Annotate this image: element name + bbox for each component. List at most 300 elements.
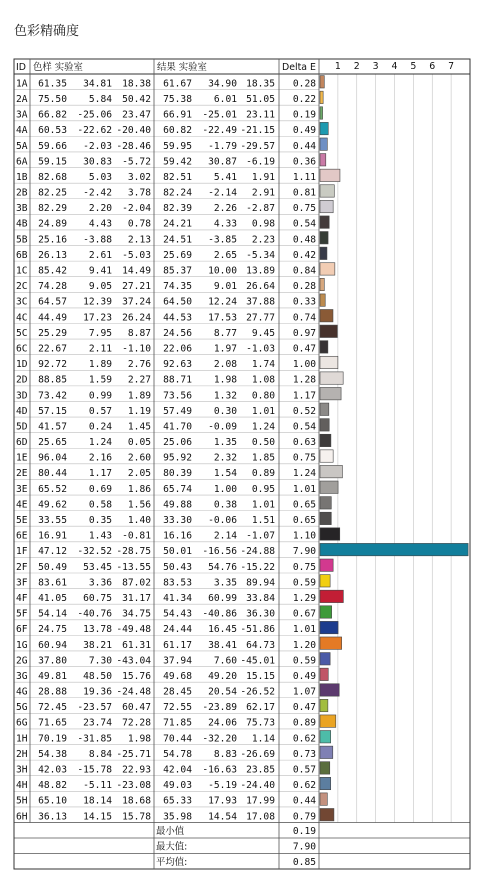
target-lab-value: 74.28 bbox=[38, 281, 67, 293]
result-lab-value: 2.91 bbox=[251, 187, 275, 199]
row-id: 3F bbox=[16, 577, 28, 589]
result-lab-value: 73.56 bbox=[163, 390, 192, 402]
result-lab-value: 16.45 bbox=[208, 624, 237, 636]
row-id: 3E bbox=[16, 483, 28, 495]
target-lab-value: -5.11 bbox=[83, 780, 112, 792]
target-lab-value: -49.48 bbox=[116, 624, 151, 636]
target-lab-value: 23.74 bbox=[83, 717, 112, 729]
target-lab-value: 34.81 bbox=[83, 78, 112, 90]
delta-e-bar bbox=[320, 325, 337, 337]
result-lab-value: 62.17 bbox=[246, 702, 275, 714]
row-id: 5F bbox=[16, 608, 28, 620]
delta-e-value: 0.22 bbox=[292, 93, 316, 105]
delta-e-bar bbox=[320, 497, 331, 509]
delta-e-value: 1.28 bbox=[292, 374, 316, 386]
row-id: 3A bbox=[16, 109, 28, 121]
delta-e-value: 0.36 bbox=[292, 156, 316, 168]
target-lab-value: 27.21 bbox=[122, 281, 151, 293]
delta-e-value: 1.07 bbox=[292, 686, 316, 698]
delta-e-bar bbox=[320, 107, 323, 119]
result-lab-value: -24.88 bbox=[240, 546, 275, 558]
result-lab-value: 88.71 bbox=[163, 374, 192, 386]
target-lab-value: 23.47 bbox=[122, 109, 151, 121]
result-lab-value: -0.06 bbox=[208, 515, 237, 527]
target-lab-value: 44.49 bbox=[38, 312, 67, 324]
result-lab-value: 75.38 bbox=[163, 93, 192, 105]
delta-e-value: 0.44 bbox=[292, 140, 316, 152]
result-lab-value: 61.67 bbox=[163, 78, 192, 90]
delta-e-value: 0.47 bbox=[292, 702, 316, 714]
target-lab-value: 1.89 bbox=[88, 359, 112, 371]
delta-e-value: 0.62 bbox=[292, 733, 316, 745]
row-id: 1B bbox=[16, 171, 28, 183]
row-id: 6D bbox=[16, 437, 28, 449]
delta-e-value: 0.62 bbox=[292, 780, 316, 792]
target-lab-value: 24.75 bbox=[38, 624, 67, 636]
result-lab-value: 15.15 bbox=[246, 670, 275, 682]
delta-e-bar bbox=[320, 185, 334, 197]
result-lab-value: 57.49 bbox=[163, 405, 192, 417]
result-lab-value: -23.89 bbox=[202, 702, 237, 714]
result-lab-value: 1.85 bbox=[251, 452, 275, 464]
result-lab-value: 44.53 bbox=[163, 312, 192, 324]
delta-e-bar bbox=[320, 777, 331, 789]
result-lab-value: 26.64 bbox=[246, 281, 275, 293]
delta-e-value: 0.79 bbox=[292, 811, 316, 823]
summary-value: 0.85 bbox=[292, 857, 316, 868]
target-lab-value: -2.03 bbox=[83, 140, 112, 152]
result-lab-value: 5.41 bbox=[213, 171, 237, 183]
target-lab-value: 83.61 bbox=[38, 577, 67, 589]
target-lab-value: 75.50 bbox=[38, 93, 67, 105]
target-lab-value: 82.68 bbox=[38, 171, 67, 183]
target-lab-value: 14.15 bbox=[83, 811, 112, 823]
result-lab-value: -21.15 bbox=[240, 125, 275, 137]
delta-e-bar bbox=[320, 419, 329, 431]
delta-e-bar bbox=[320, 356, 338, 368]
target-lab-value: 2.13 bbox=[127, 234, 151, 246]
row-id: 2A bbox=[16, 93, 28, 105]
result-lab-value: 71.85 bbox=[163, 717, 192, 729]
target-lab-value: 0.05 bbox=[127, 437, 151, 449]
target-lab-value: 2.20 bbox=[88, 203, 112, 215]
target-lab-value: 48.50 bbox=[83, 670, 112, 682]
target-lab-value: 17.23 bbox=[83, 312, 112, 324]
row-id: 1F bbox=[16, 546, 28, 558]
result-lab-value: 36.30 bbox=[246, 608, 275, 620]
result-lab-value: 49.20 bbox=[208, 670, 237, 682]
delta-e-bar bbox=[320, 278, 324, 290]
delta-e-bar bbox=[320, 387, 341, 399]
column-header-target: 色样 实验室 bbox=[33, 62, 83, 73]
result-lab-value: 7.60 bbox=[213, 655, 237, 667]
target-lab-value: 34.75 bbox=[122, 608, 151, 620]
result-lab-value: 50.01 bbox=[163, 546, 192, 558]
delta-e-value: 1.00 bbox=[292, 359, 316, 371]
delta-e-value: 7.90 bbox=[292, 546, 316, 558]
delta-e-bar bbox=[320, 76, 324, 88]
delta-e-bar bbox=[320, 809, 334, 821]
result-lab-value: 1.24 bbox=[251, 421, 275, 433]
target-lab-value: 49.62 bbox=[38, 499, 67, 511]
target-lab-value: 82.25 bbox=[38, 187, 67, 199]
result-lab-value: -1.03 bbox=[246, 343, 275, 355]
result-lab-value: -26.52 bbox=[240, 686, 275, 698]
row-id: 6E bbox=[16, 530, 28, 542]
delta-e-value: 0.59 bbox=[292, 577, 316, 589]
row-id: 2C bbox=[16, 281, 28, 293]
result-lab-value: 2.26 bbox=[213, 203, 237, 215]
target-lab-value: 18.14 bbox=[83, 795, 112, 807]
result-lab-value: 70.44 bbox=[163, 733, 192, 745]
row-id: 5D bbox=[16, 421, 28, 433]
target-lab-value: 82.29 bbox=[38, 203, 67, 215]
row-id: 5A bbox=[16, 140, 28, 152]
result-lab-value: 3.35 bbox=[213, 577, 237, 589]
target-lab-value: 30.83 bbox=[83, 156, 112, 168]
delta-e-value: 0.84 bbox=[292, 265, 316, 277]
delta-e-bar bbox=[320, 590, 343, 602]
row-id: 3D bbox=[16, 390, 28, 402]
result-lab-value: 64.73 bbox=[246, 639, 275, 651]
target-lab-value: -24.48 bbox=[116, 686, 151, 698]
result-lab-value: -6.19 bbox=[246, 156, 275, 168]
target-lab-value: -15.78 bbox=[77, 764, 112, 776]
page-title: 色彩精确度 bbox=[14, 24, 80, 39]
result-lab-value: 72.55 bbox=[163, 702, 192, 714]
row-id: 5G bbox=[16, 702, 28, 714]
row-id: 1C bbox=[16, 265, 28, 277]
target-lab-value: 41.57 bbox=[38, 421, 67, 433]
result-lab-value: 82.39 bbox=[163, 203, 192, 215]
result-lab-value: 2.65 bbox=[213, 249, 237, 261]
delta-e-bar bbox=[320, 606, 332, 618]
target-lab-value: 60.47 bbox=[122, 702, 151, 714]
row-id: 3C bbox=[16, 296, 28, 308]
result-lab-value: 65.74 bbox=[163, 483, 192, 495]
result-lab-value: 8.83 bbox=[213, 748, 237, 760]
result-lab-value: 1.97 bbox=[213, 343, 237, 355]
target-lab-value: 0.57 bbox=[88, 405, 112, 417]
row-id: 2E bbox=[16, 468, 28, 480]
target-lab-value: 53.45 bbox=[83, 561, 112, 573]
summary-value: 7.90 bbox=[292, 841, 316, 853]
result-lab-value: 17.99 bbox=[246, 795, 275, 807]
delta-e-value: 1.10 bbox=[292, 530, 316, 542]
target-lab-value: 65.10 bbox=[38, 795, 67, 807]
delta-e-bar bbox=[320, 434, 331, 446]
result-lab-value: 42.04 bbox=[163, 764, 192, 776]
row-id: 1D bbox=[16, 359, 28, 371]
target-lab-value: 0.24 bbox=[88, 421, 112, 433]
delta-e-bar bbox=[320, 169, 340, 181]
delta-e-value: 0.74 bbox=[292, 312, 316, 324]
result-lab-value: 89.94 bbox=[246, 577, 275, 589]
delta-e-bar bbox=[320, 715, 336, 727]
target-lab-value: 22.67 bbox=[38, 343, 67, 355]
delta-e-value: 0.44 bbox=[292, 795, 316, 807]
result-lab-value: 1.35 bbox=[213, 437, 237, 449]
target-lab-value: 36.13 bbox=[38, 811, 67, 823]
target-lab-value: 61.35 bbox=[38, 78, 67, 90]
scale-tick-label: 1 bbox=[334, 61, 341, 72]
target-lab-value: 37.24 bbox=[122, 296, 151, 308]
summary-label: 平均值: bbox=[156, 857, 188, 868]
target-lab-value: 1.19 bbox=[127, 405, 151, 417]
delta-e-bar bbox=[320, 793, 327, 805]
result-lab-value: 24.44 bbox=[163, 624, 192, 636]
result-lab-value: 23.11 bbox=[246, 109, 275, 121]
result-lab-value: 59.95 bbox=[163, 140, 192, 152]
delta-e-value: 1.01 bbox=[292, 624, 316, 636]
target-lab-value: 0.58 bbox=[88, 499, 112, 511]
target-lab-value: 80.44 bbox=[38, 468, 67, 480]
target-lab-value: -5.72 bbox=[122, 156, 151, 168]
result-lab-value: 6.01 bbox=[213, 93, 237, 105]
result-lab-value: 38.41 bbox=[208, 639, 237, 651]
target-lab-value: 24.89 bbox=[38, 218, 67, 230]
result-lab-value: 23.85 bbox=[246, 764, 275, 776]
target-lab-value: 2.16 bbox=[88, 452, 112, 464]
result-lab-value: 1.14 bbox=[251, 733, 275, 745]
result-lab-value: 54.76 bbox=[208, 561, 237, 573]
delta-e-value: 0.63 bbox=[292, 437, 316, 449]
target-lab-value: -40.76 bbox=[77, 608, 112, 620]
target-lab-value: 33.55 bbox=[38, 515, 67, 527]
column-header-id: ID bbox=[16, 62, 26, 73]
target-lab-value: 42.03 bbox=[38, 764, 67, 776]
result-lab-value: -2.87 bbox=[246, 203, 275, 215]
target-lab-value: -13.55 bbox=[116, 561, 151, 573]
target-lab-value: 26.24 bbox=[122, 312, 151, 324]
row-id: 1A bbox=[16, 78, 28, 90]
delta-e-bar bbox=[320, 200, 333, 212]
result-lab-value: 59.42 bbox=[163, 156, 192, 168]
row-id: 6B bbox=[16, 249, 28, 261]
target-lab-value: 26.13 bbox=[38, 249, 67, 261]
result-lab-value: 2.23 bbox=[251, 234, 275, 246]
target-lab-value: 15.76 bbox=[122, 670, 151, 682]
result-lab-value: -25.01 bbox=[202, 109, 237, 121]
target-lab-value: 41.05 bbox=[38, 592, 67, 604]
delta-e-bar bbox=[320, 684, 339, 696]
result-lab-value: 83.53 bbox=[163, 577, 192, 589]
result-lab-value: 34.90 bbox=[208, 78, 237, 90]
delta-e-value: 1.20 bbox=[292, 639, 316, 651]
delta-e-bar bbox=[320, 310, 333, 322]
row-id: 6H bbox=[16, 811, 28, 823]
delta-e-value: 0.75 bbox=[292, 561, 316, 573]
target-lab-value: 9.41 bbox=[88, 265, 112, 277]
result-lab-value: 82.51 bbox=[163, 171, 192, 183]
target-lab-value: -32.52 bbox=[77, 546, 112, 558]
result-lab-value: -26.69 bbox=[240, 748, 275, 760]
target-lab-value: 61.31 bbox=[122, 639, 151, 651]
result-lab-value: 60.82 bbox=[163, 125, 192, 137]
target-lab-value: 19.36 bbox=[83, 686, 112, 698]
delta-e-value: 0.52 bbox=[292, 405, 316, 417]
row-id: 6G bbox=[16, 717, 28, 729]
row-id: 4A bbox=[16, 125, 28, 137]
row-id: 4F bbox=[16, 592, 28, 604]
target-lab-value: 50.42 bbox=[122, 93, 151, 105]
result-lab-value: 2.32 bbox=[213, 452, 237, 464]
result-lab-value: 0.50 bbox=[251, 437, 275, 449]
target-lab-value: -3.88 bbox=[83, 234, 112, 246]
result-lab-value: 4.33 bbox=[213, 218, 237, 230]
column-header-result: 结果 实验室 bbox=[157, 62, 207, 73]
target-lab-value: 25.29 bbox=[38, 327, 67, 339]
summary-label: 最大值: bbox=[156, 841, 188, 853]
target-lab-value: 88.85 bbox=[38, 374, 67, 386]
result-lab-value: 49.68 bbox=[163, 670, 192, 682]
target-lab-value: 60.94 bbox=[38, 639, 67, 651]
target-lab-value: 1.40 bbox=[127, 515, 151, 527]
target-lab-value: 22.93 bbox=[122, 764, 151, 776]
target-lab-value: 0.69 bbox=[88, 483, 112, 495]
delta-e-value: 0.49 bbox=[292, 670, 316, 682]
target-lab-value: 18.68 bbox=[122, 795, 151, 807]
target-lab-value: 66.82 bbox=[38, 109, 67, 121]
delta-e-value: 0.54 bbox=[292, 421, 316, 433]
target-lab-value: 1.98 bbox=[127, 733, 151, 745]
delta-e-bar bbox=[320, 762, 330, 774]
delta-e-value: 0.47 bbox=[292, 343, 316, 355]
target-lab-value: 1.56 bbox=[127, 499, 151, 511]
result-lab-value: 95.92 bbox=[163, 452, 192, 464]
target-lab-value: 50.49 bbox=[38, 561, 67, 573]
result-lab-value: -45.01 bbox=[240, 655, 275, 667]
row-id: 5C bbox=[16, 327, 28, 339]
result-lab-value: 92.63 bbox=[163, 359, 192, 371]
target-lab-value: 1.17 bbox=[88, 468, 112, 480]
target-lab-value: 87.02 bbox=[122, 577, 151, 589]
delta-e-bar bbox=[320, 294, 325, 306]
row-id: 3H bbox=[16, 764, 28, 776]
delta-e-value: 0.65 bbox=[292, 499, 316, 511]
result-lab-value: 0.95 bbox=[251, 483, 275, 495]
target-lab-value: 25.16 bbox=[38, 234, 67, 246]
result-lab-value: 82.24 bbox=[163, 187, 192, 199]
result-lab-value: 25.69 bbox=[163, 249, 192, 261]
delta-e-bar bbox=[320, 91, 323, 103]
result-lab-value: 61.17 bbox=[163, 639, 192, 651]
target-lab-value: -23.08 bbox=[116, 780, 151, 792]
result-lab-value: -51.86 bbox=[240, 624, 275, 636]
row-id: 3B bbox=[16, 203, 28, 215]
row-id: 4H bbox=[16, 780, 28, 792]
delta-e-value: 0.75 bbox=[292, 203, 316, 215]
target-lab-value: 57.15 bbox=[38, 405, 67, 417]
result-lab-value: 16.16 bbox=[163, 530, 192, 542]
result-lab-value: 65.33 bbox=[163, 795, 192, 807]
summary-value: 0.19 bbox=[292, 826, 316, 837]
target-lab-value: -28.46 bbox=[116, 140, 151, 152]
result-lab-value: 85.37 bbox=[163, 265, 192, 277]
target-lab-value: -23.57 bbox=[77, 702, 112, 714]
result-lab-value: 18.35 bbox=[246, 78, 275, 90]
result-lab-value: 9.45 bbox=[251, 327, 275, 339]
result-lab-value: 1.01 bbox=[251, 405, 275, 417]
delta-e-bar bbox=[320, 528, 340, 540]
target-lab-value: 0.78 bbox=[127, 218, 151, 230]
target-lab-value: -43.04 bbox=[116, 655, 151, 667]
target-lab-value: 1.59 bbox=[88, 374, 112, 386]
row-id: 6F bbox=[16, 624, 28, 636]
delta-e-value: 0.57 bbox=[292, 764, 316, 776]
result-lab-value: 1.98 bbox=[213, 374, 237, 386]
target-lab-value: 0.35 bbox=[88, 515, 112, 527]
target-lab-value: 2.60 bbox=[127, 452, 151, 464]
result-lab-value: 64.50 bbox=[163, 296, 192, 308]
delta-e-bar bbox=[320, 372, 343, 384]
target-lab-value: 8.87 bbox=[127, 327, 151, 339]
result-lab-value: 37.88 bbox=[246, 296, 275, 308]
delta-e-bar bbox=[320, 653, 330, 665]
target-lab-value: 2.11 bbox=[88, 343, 112, 355]
target-lab-value: 1.89 bbox=[127, 390, 151, 402]
result-lab-value: 1.00 bbox=[213, 483, 237, 495]
target-lab-value: 73.42 bbox=[38, 390, 67, 402]
result-lab-value: 17.08 bbox=[246, 811, 275, 823]
delta-e-bar bbox=[320, 263, 335, 275]
row-id: 5E bbox=[16, 515, 28, 527]
result-lab-value: 10.00 bbox=[208, 265, 237, 277]
result-lab-value: 0.30 bbox=[213, 405, 237, 417]
target-lab-value: 96.04 bbox=[38, 452, 67, 464]
result-lab-value: 30.87 bbox=[208, 156, 237, 168]
delta-e-value: 0.65 bbox=[292, 515, 316, 527]
result-lab-value: 1.32 bbox=[213, 390, 237, 402]
result-lab-value: 54.43 bbox=[163, 608, 192, 620]
target-lab-value: -5.03 bbox=[122, 249, 151, 261]
result-lab-value: 33.30 bbox=[163, 515, 192, 527]
target-lab-value: 47.12 bbox=[38, 546, 67, 558]
result-lab-value: -16.63 bbox=[202, 764, 237, 776]
target-lab-value: 1.86 bbox=[127, 483, 151, 495]
row-id: 2H bbox=[16, 748, 28, 760]
row-id: 1H bbox=[16, 733, 28, 745]
delta-e-value: 0.75 bbox=[292, 452, 316, 464]
target-lab-value: 92.72 bbox=[38, 359, 67, 371]
target-lab-value: 0.99 bbox=[88, 390, 112, 402]
delta-e-bar bbox=[320, 403, 329, 415]
target-lab-value: 14.49 bbox=[122, 265, 151, 277]
result-lab-value: 41.34 bbox=[163, 592, 192, 604]
target-lab-value: 85.42 bbox=[38, 265, 67, 277]
target-lab-value: 1.24 bbox=[88, 437, 112, 449]
target-lab-value: 65.52 bbox=[38, 483, 67, 495]
delta-e-value: 0.59 bbox=[292, 655, 316, 667]
delta-e-bar bbox=[320, 232, 328, 244]
result-lab-value: 12.24 bbox=[208, 296, 237, 308]
target-lab-value: 4.43 bbox=[88, 218, 112, 230]
result-lab-value: 41.70 bbox=[163, 421, 192, 433]
result-lab-value: 24.56 bbox=[163, 327, 192, 339]
row-id: 4C bbox=[16, 312, 28, 324]
target-lab-value: -1.10 bbox=[122, 343, 151, 355]
target-lab-value: 72.28 bbox=[122, 717, 151, 729]
target-lab-value: 38.21 bbox=[83, 639, 112, 651]
result-lab-value: 24.06 bbox=[208, 717, 237, 729]
result-lab-value: 13.89 bbox=[246, 265, 275, 277]
delta-e-bar bbox=[320, 450, 333, 462]
target-lab-value: 3.78 bbox=[127, 187, 151, 199]
result-lab-value: 2.14 bbox=[213, 530, 237, 542]
target-lab-value: -28.75 bbox=[116, 546, 151, 558]
delta-e-value: 0.49 bbox=[292, 125, 316, 137]
target-lab-value: 12.39 bbox=[83, 296, 112, 308]
